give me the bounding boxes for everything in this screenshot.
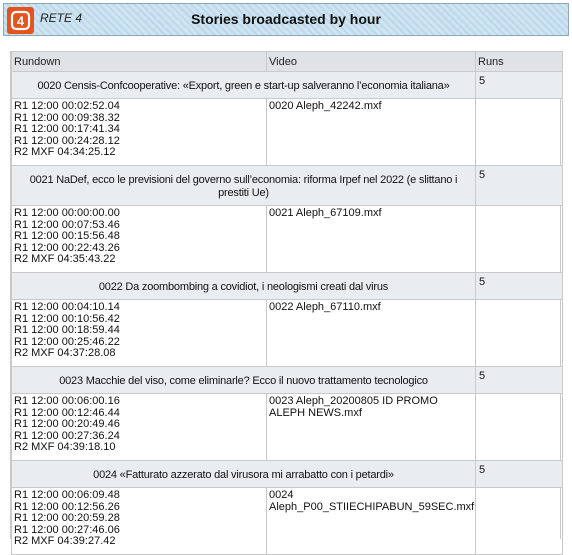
stories-report[interactable]	[10, 51, 561, 547]
video-file: 0022 Aleph_67110.mxf	[267, 300, 476, 367]
story-title: 0022 Da zoombombing a covidiot, i neologismi creati dal virus	[12, 273, 476, 300]
video-file: 0024 Aleph_P00_STIIECHIPABUN_59SEC.mxf	[267, 488, 476, 555]
story-detail-row	[12, 394, 563, 461]
rundown-entry: R1 12:00 00:12:56.26	[14, 500, 120, 513]
rundown-entry: R1 12:00 00:17:41.34	[14, 123, 120, 135]
rundown-entry: R1 12:00 00:09:38.32	[14, 111, 120, 124]
rundown-entry: R1 12:00 00:20:59.28	[14, 512, 120, 524]
rundown-cell	[12, 300, 267, 367]
report-header	[3, 3, 569, 36]
story-row	[12, 367, 563, 394]
column-header-runs: Runs	[476, 52, 563, 72]
video-file: 0020 Aleph_42242.mxf	[267, 99, 476, 166]
rundown-entry: R1 12:00 00:27:36.24	[14, 429, 120, 442]
column-header-rundown: Rundown	[12, 52, 267, 72]
rundown-cell	[12, 488, 267, 555]
story-runs: 5	[476, 166, 563, 206]
rundown-cell	[12, 394, 267, 461]
rundown-entry: R1 12:00 00:18:59.44	[14, 324, 120, 336]
story-detail-row	[12, 99, 563, 166]
story-row	[12, 72, 563, 99]
rundown-entry: R2 MXF 04:34:25.12	[14, 146, 116, 158]
rundown-entry: R2 MXF 04:39:18.10	[14, 441, 116, 453]
rundown-entry: R1 12:00 00:27:46.06	[14, 523, 120, 536]
rundown-entry: R2 MXF 04:35:43.22	[14, 253, 116, 265]
story-title: 0021 NaDef, ecco le previsioni del governo sull’economia: riforma Irpef nel 2022 (e slittano i prestiti Ue)	[12, 166, 476, 206]
story-title: 0020 Censis-Confcooperative: «Export, green e start-up salveranno l’economia italiana»	[12, 72, 476, 99]
rundown-entry: R1 12:00 00:07:53.46	[14, 218, 120, 231]
rundown-entry: R1 12:00 00:10:56.42	[14, 312, 120, 325]
table-header-row	[12, 52, 563, 72]
story-detail-row	[12, 488, 563, 555]
story-runs: 5	[476, 461, 563, 488]
runs-spacer	[476, 99, 563, 166]
rundown-entry: R1 12:00 00:15:56.48	[14, 230, 120, 242]
rundown-entry: R1 12:00 00:02:52.04	[14, 100, 120, 112]
svg-text:4: 4	[16, 13, 25, 29]
channel-name: RETE 4	[40, 11, 83, 25]
rundown-entry: R2 MXF 04:37:28.08	[14, 347, 116, 359]
stories-table-body	[12, 72, 563, 555]
story-runs: 5	[476, 273, 563, 300]
column-header-video: Video	[267, 52, 476, 72]
page-title: Stories broadcasted by hour	[191, 11, 381, 27]
runs-spacer	[476, 300, 563, 367]
rundown-cell	[12, 206, 267, 273]
story-runs: 5	[476, 72, 563, 99]
story-row	[12, 273, 563, 300]
rundown-entry: R1 12:00 00:22:43.26	[14, 241, 120, 254]
story-title: 0023 Macchie del viso, come eliminarle? Ecco il nuovo trattamento tecnologico	[12, 367, 476, 394]
rundown-entry: R1 12:00 00:00:00.00	[14, 207, 120, 219]
story-title: 0024 «Fatturato azzerato dal virusora mi arrabatto con i petardi»	[12, 461, 476, 488]
story-detail-row	[12, 206, 563, 273]
rundown-entry: R1 12:00 00:04:10.14	[14, 301, 120, 313]
rundown-cell	[12, 99, 267, 166]
stories-table	[11, 51, 563, 555]
video-file: 0023 Aleph_20200805 ID PROMO ALEPH NEWS.mxf	[267, 394, 476, 461]
story-row	[12, 166, 563, 206]
story-detail-row	[12, 300, 563, 367]
runs-spacer	[476, 394, 563, 461]
video-file: 0021 Aleph_67109.mxf	[267, 206, 476, 273]
runs-spacer	[476, 488, 563, 555]
runs-spacer	[476, 206, 563, 273]
story-runs: 5	[476, 367, 563, 394]
rundown-entry: R1 12:00 00:06:00.16	[14, 395, 120, 407]
rundown-entry: R2 MXF 04:39:27.42	[14, 535, 116, 547]
story-row	[12, 461, 563, 488]
rundown-entry: R1 12:00 00:20:49.46	[14, 418, 120, 430]
rundown-entry: R1 12:00 00:24:28.12	[14, 134, 120, 147]
rundown-entry: R1 12:00 00:12:46.44	[14, 406, 120, 419]
rundown-entry: R1 12:00 00:25:46.22	[14, 335, 120, 348]
rundown-entry: R1 12:00 00:06:09.48	[14, 489, 120, 501]
